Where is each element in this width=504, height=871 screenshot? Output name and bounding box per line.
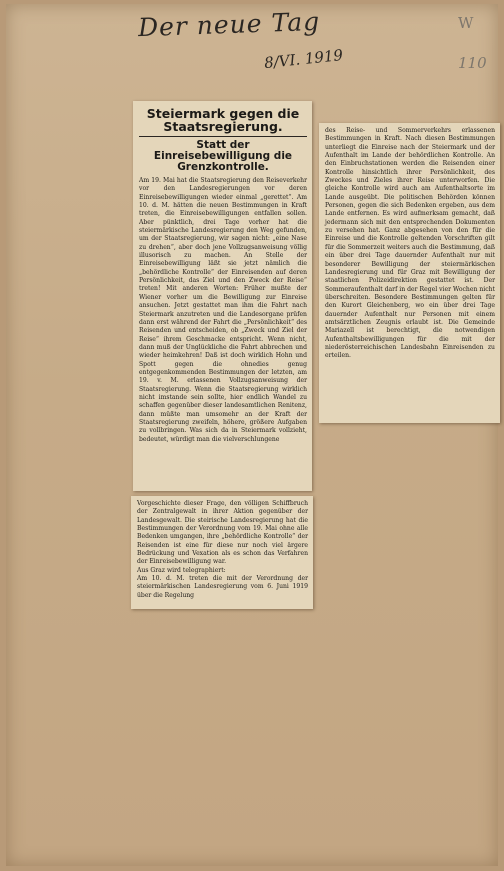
article-body-b: Vorgeschichte dieser Frage, den völligen Schiffbruch der Zentralgewalt in ihrer Aktion gegenüber der Landesgewalt. Die steirische Landesregierung hat die Bestimmungen der Verordnung vom 19. Mai ohne alle Bedenken umgangen, ihre „behördliche Kontrolle“ der Reisenden ist eine für diese nur noch viel ärgere Bedrückung und Vexation als es schon das Verfahren der Einreisebewilligung war. Aus Graz wird telegraphiert: Am 10. d. M. treten die mit der Verordnung der steiermärkischen Landesregierung vom 6. Juni 1919 über die Regelung <box>137 500 308 599</box>
article-body-a: Am 19. Mai hat die Staatsregierung den Reiseverkehr vor den Landesregierungen vor deren Einreisebewilligungen wieder einmal „gerettet“. Am 10. d. M. hätten die neuen Bestimmungen in Kraft treten, die Einreisebewilligungen entfallen sollen. Aber pünktlich, drei Tage vorher hat die steiermärkische Landesregierung den Weg gefunden, um der Staatsregierung, wir sagen nicht: „eine Nase zu drehen“, aber doch jene Vollzugsanweisung völlig illusorisch zu machen. An Stelle der Einreisebewilligung läßt sie jetzt nämlich die „behördliche Kontrolle“ der Einreisenden auf deren Persönlichkeit, das Ziel und den Zweck der Reise“ treten! Mit anderen Worten: Früher mußte der Wiener vorher um die Bewilligung zur Einreise ansuchen. Jetzt gestattet man ihm die Fahrt nach Steiermark anzutreten und die Landesorgane prüfen dann erst während der Fahrt die „Persönlichkeit“ des Reisenden und entscheiden, ob „Zweck und Ziel der Reise“ ihrem Geschmacke entspricht. Wenn nicht, dann muß der Unglückliche die Fahrt abbrechen und wieder heimkehren! Daß ist doch wirklich Hohn und Spott gegen die ohnedies genug entgegenkommenden Bestimmungen der letzten, am 19. v. M. erlassenen Vollzugsanweisung der Staatsregierung. Wenn die Staatsregierung wirklich nicht imstande sein sollte, hier endlich Wandel zu schaffen gegenüber dieser landesamtlichen Renitenz, dann müßte man umsomehr an der Kraft der Staatsregierung zweifeln, höhere, größere Aufgaben zu vollbringen. Was sich da in Steiermark vollzieht, bedeutet, würdigt man die vielverschlungene <box>139 177 307 443</box>
pencil-mark-number: 110 <box>458 54 487 72</box>
pencil-mark-top: W <box>458 14 474 32</box>
article-subheadline: Statt der Einreisebewilligung die Grenzkontrolle. <box>153 139 293 173</box>
clipping-column-a <box>133 101 312 491</box>
headline-divider <box>139 136 307 137</box>
clipping-column-c <box>319 123 500 423</box>
handwritten-newspaper-title: Der neue Tag <box>137 6 321 43</box>
archive-sheet <box>6 4 498 866</box>
clipping-column-b <box>131 496 313 609</box>
article-headline: Steiermark gegen die Staatsregierung. <box>146 106 300 134</box>
article-body-c: des Reise- und Sommerverkehrs erlassenen Bestimmungen in Kraft. Nach diesen Bestimmungen unterliegt die Einreise nach der Steiermark und der Aufenthalt im Lande der behördlichen Kontrolle. An den Einbruchstationen werden die Reisenden einer Kontrolle hinsichtlich ihrer Persönlichkeit, des Zweckes und Zieles ihrer Reise unterworfen. Die gleiche Kontrolle wird auch am Aufenthaltsorte im Lande ausgeübt. Die politischen Behörden können Personen, gegen die sich Bedenken ergeben, aus dem Lande entfernen. Es wird aufmerksam gemacht, daß jedermann sich mit den entsprechenden Dokumenten zu versehen hat. Ganz abgesehen von den für die Einreise und die Kontrolle geltenden Vorschriften gilt für die Sommerzeit weiters auch die Bestimmung, daß ein über drei Tage dauernder Aufenthalt nur mit besonderer Bewilligung der steiermärkischen Landesregierung und für Graz mit Bewilligung der staatlichen Polizeidirektion gestattet ist. Der Sommeraufenthalt darf in der Regel vier Wochen nicht überschreiten. Besondere Bestimmungen gelten für den Kurort Gleichenberg, wo ein über drei Tage dauernder Aufenthalt nur Personen mit einem amtsärztlichen Zeugnis erlaubt ist. Die Gemeinde Mariazell ist berechtigt, die notwendigen Aufenthaltsbewilligungen für die mit der niederösterreichischen Landesbahn Einreisenden zu erteilen. <box>325 127 495 360</box>
handwritten-date: 8/VI. 1919 <box>263 45 344 73</box>
